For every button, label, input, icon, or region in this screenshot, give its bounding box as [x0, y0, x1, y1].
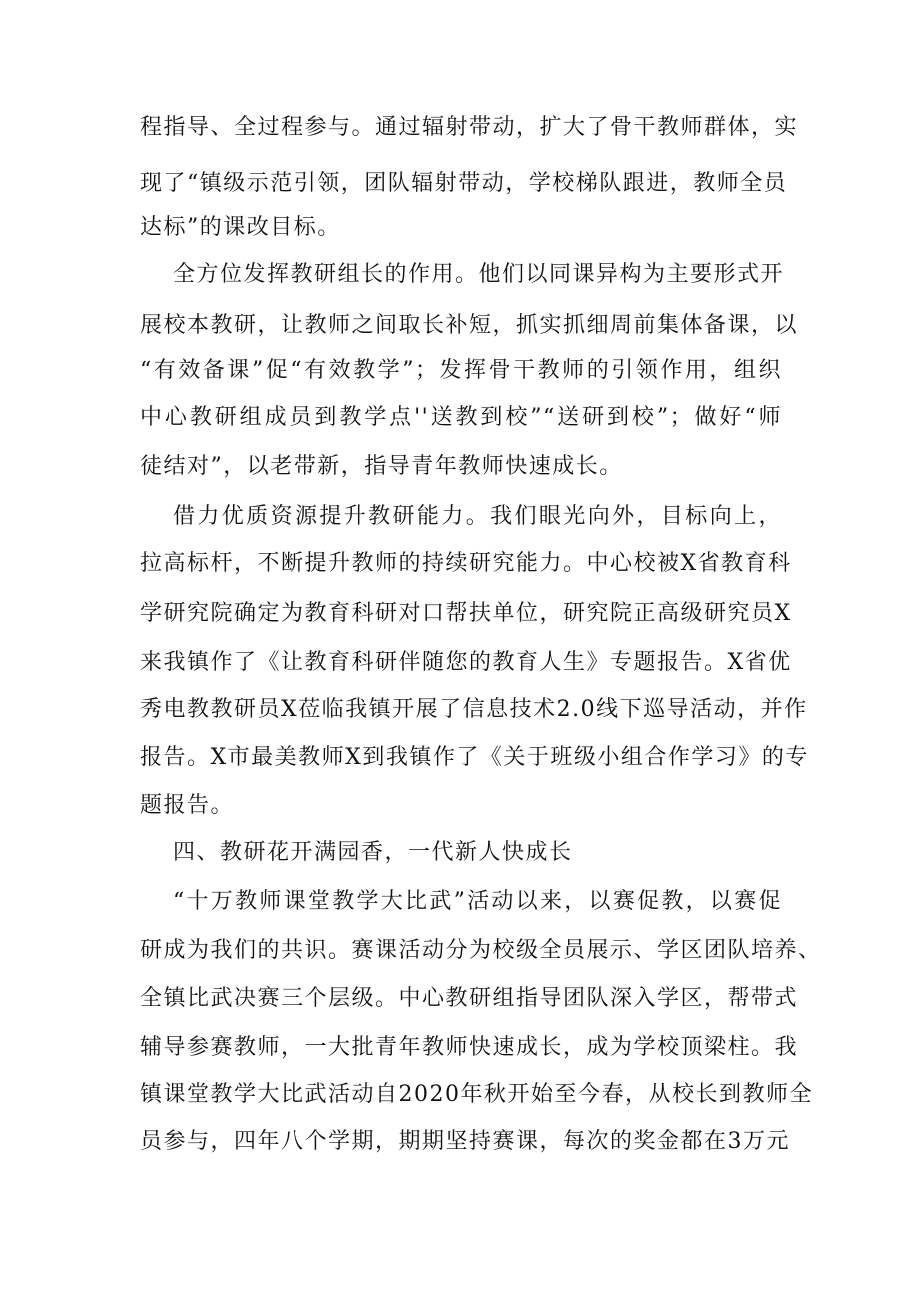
paragraph-line: 现了“镇级示范引领，团队辐射带动，学校梯队跟进，教师全员: [140, 171, 788, 196]
paragraph-line: 拉高标杆，不断提升教师的持续研究能力。中心校被X省教育科: [140, 551, 792, 576]
paragraph-line: 全镇比武决赛三个层级。中心教研组指导团队深入学区，帮带式: [140, 986, 799, 1011]
paragraph-line: 来我镇作了《让教育科研伴随您的教育人生》专题报告。X省优: [140, 650, 792, 675]
paragraph-line: 秀电教教研员X莅临我镇开展了信息技术2.0线下巡导活动，并作: [140, 697, 808, 722]
paragraph-line: 借力优质资源提升教研能力。我们眼光向外，目标向上，: [173, 504, 782, 529]
paragraph-line: 研成为我们的共识。赛课活动分为校级全员展示、学区团队培养、: [140, 938, 822, 963]
paragraph-line: 镇课堂教学大比武活动自2020年秋开始至今春，从校长到教师全: [140, 1082, 813, 1107]
paragraph-line: “十万教师课堂教学大比武”活动以来，以赛促教，以赛促: [173, 889, 782, 914]
paragraph-line: 题报告。: [140, 793, 235, 818]
paragraph-line: 员参与，四年八个学期，期期坚持赛课，每次的奖金都在3万元: [140, 1129, 790, 1154]
paragraph-line: 徒结对”，以老带新，指导青年教师快速成长。: [140, 454, 623, 479]
paragraph-line: 全方位发挥教研组长的作用。他们以同课异构为主要形式开: [173, 262, 785, 287]
paragraph-line: 程指导、全过程参与。通过辐射带动，扩大了骨干教师群体，实: [140, 115, 799, 140]
paragraph-line: 展校本教研，让教师之间取长补短，抓实抓细周前集体备课，以: [140, 313, 799, 338]
paragraph-line: 达标”的课改目标。: [140, 215, 341, 240]
paragraph-line: “有效备课”促“有效教学”；发挥骨干教师的引领作用，组织: [140, 358, 782, 383]
paragraph-line: 辅导参赛教师，一大批青年教师快速成长，成为学校顶梁柱。我: [140, 1035, 799, 1060]
paragraph-line: 报告。X市最美教师X到我镇作了《关于班级小组合作学习》的专: [140, 745, 809, 770]
section-heading: 四、教研花开满园香，一代新人快成长: [173, 840, 573, 865]
paragraph-line: 中心教研组成员到教学点''送教到校”“送研到校”；做好“师: [140, 405, 782, 430]
paragraph-line: 学研究院确定为教育科研对口帮扶单位，研究院正高级研究员X: [140, 601, 792, 626]
